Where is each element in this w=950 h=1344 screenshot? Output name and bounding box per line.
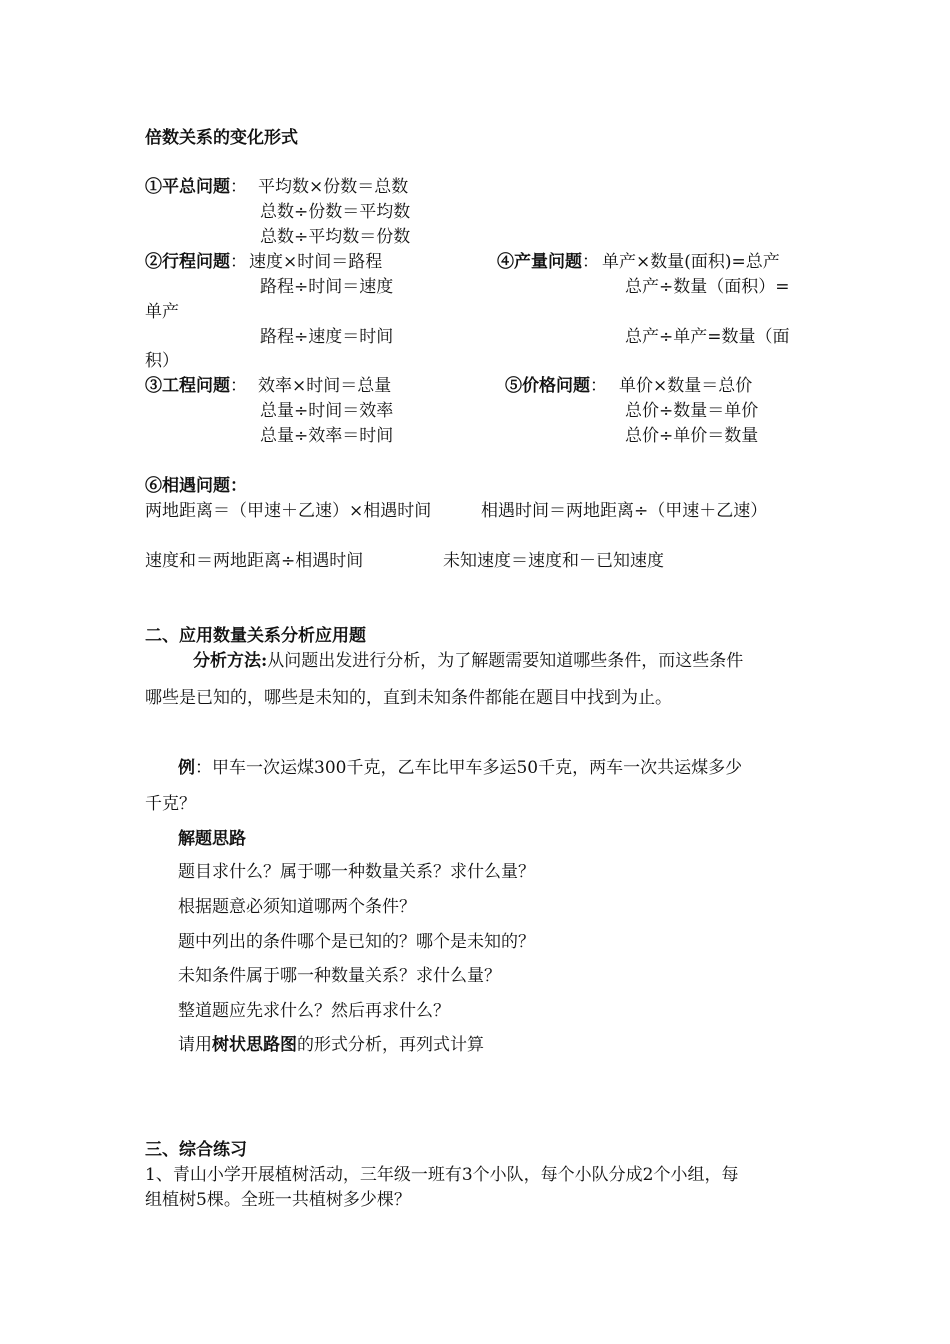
section-3-heading: 三、综合练习 — [145, 1140, 247, 1160]
gong-cheng-label: ③工程问题 — [145, 376, 230, 396]
example-text: ：甲车一次运煤300千克，乙车比甲车多运50千克，两车一次共运煤多少 — [195, 758, 743, 778]
jia-ge-label: ⑤价格问题 — [505, 376, 590, 396]
approach-final-post: 的形式分析，再列式计算 — [297, 1035, 484, 1055]
ping-zong-heading — [145, 177, 247, 197]
approach-step-5: 整道题应先求什么？然后再求什么？ — [178, 1001, 450, 1021]
approach-step-4: 未知条件属于哪一种数量关系？求什么量？ — [178, 966, 501, 986]
xing-cheng-formula-1: 速度×时间＝路程 — [249, 252, 383, 272]
xiang-yu-heading: ⑥相遇问题： — [145, 476, 247, 496]
chan-liang-label: ④产量问题 — [497, 252, 582, 272]
exercise-1-line-2: 组植树5棵。全班一共植树多少棵？ — [145, 1190, 411, 1210]
xiang-yu-formula-distance: 两地距离＝（甲速＋乙速）×相遇时间 — [145, 501, 432, 521]
analysis-method-line-1 — [193, 651, 743, 671]
xing-cheng-formula-3: 路程÷速度＝时间 — [260, 327, 394, 347]
example-line-2: 千克？ — [145, 794, 196, 814]
jia-ge-formula-1: 单价×数量＝总价 — [619, 376, 753, 396]
chan-liang-heading — [497, 252, 599, 272]
ping-zong-label: ①平总问题 — [145, 177, 230, 197]
xing-cheng-formula-2: 路程÷时间＝速度 — [260, 277, 394, 297]
approach-final-instruction — [178, 1035, 484, 1055]
tree-diagram-term: 树状思路图 — [212, 1035, 297, 1055]
gong-cheng-colon: ： — [230, 376, 247, 396]
exercise-1-line-1: 1、青山小学开展植树活动，三年级一班有3个小队，每个小队分成2个小组，每 — [145, 1165, 739, 1185]
ping-zong-formula-2: 总数÷份数＝平均数 — [260, 202, 411, 222]
xiang-yu-formula-speed-sum: 速度和＝两地距离÷相遇时间 — [145, 551, 364, 571]
approach-step-2: 根据题意必须知道哪两个条件？ — [178, 897, 416, 917]
chan-liang-colon: ： — [582, 252, 599, 272]
jia-ge-heading — [505, 376, 607, 396]
jia-ge-formula-3: 总价÷单价＝数量 — [625, 426, 759, 446]
xing-cheng-colon: ： — [230, 252, 247, 272]
gong-cheng-heading — [145, 376, 247, 396]
section-2-heading: 二、应用数量关系分析应用题 — [145, 626, 366, 646]
chan-liang-formula-2: 总产÷数量（面积）= — [625, 277, 790, 297]
jia-ge-formula-2: 总价÷数量＝单价 — [625, 401, 759, 421]
chan-liang-formula-1: 单产×数量(面积)=总产 — [602, 252, 780, 272]
gong-cheng-formula-2: 总量÷时间＝效率 — [260, 401, 394, 421]
section-title: 倍数关系的变化形式 — [145, 128, 298, 148]
chan-liang-formula-3-wrap: 积） — [145, 351, 179, 371]
xiang-yu-formula-time: 相遇时间＝两地距离÷（甲速＋乙速） — [481, 501, 768, 521]
chan-liang-formula-2-wrap: 单产 — [145, 302, 179, 322]
example-label: 例 — [178, 758, 195, 778]
jia-ge-colon: ： — [590, 376, 607, 396]
approach-step-3: 题中列出的条件哪个是已知的？哪个是未知的？ — [178, 932, 535, 952]
analysis-method-text: 从问题出发进行分析，为了解题需要知道哪些条件，而这些条件 — [267, 651, 744, 671]
example-line-1 — [178, 758, 742, 778]
xing-cheng-heading — [145, 252, 247, 272]
approach-step-1: 题目求什么？属于哪一种数量关系？求什么量？ — [178, 862, 535, 882]
ping-zong-colon: ： — [230, 177, 247, 197]
analysis-method-label: 分析方法: — [193, 651, 268, 671]
gong-cheng-formula-1: 效率×时间＝总量 — [258, 376, 392, 396]
xiang-yu-formula-unknown-speed: 未知速度＝速度和－已知速度 — [443, 551, 664, 571]
approach-heading: 解题思路 — [178, 829, 246, 849]
ping-zong-formula-3: 总数÷平均数＝份数 — [260, 227, 411, 247]
ping-zong-formula-1: 平均数×份数＝总数 — [258, 177, 409, 197]
approach-final-pre: 请用 — [178, 1035, 212, 1055]
xing-cheng-label: ②行程问题 — [145, 252, 230, 272]
analysis-method-line-2: 哪些是已知的，哪些是未知的，直到未知条件都能在题目中找到为止。 — [145, 688, 672, 708]
gong-cheng-formula-3: 总量÷效率＝时间 — [260, 426, 394, 446]
chan-liang-formula-3: 总产÷单产=数量（面 — [625, 327, 790, 347]
